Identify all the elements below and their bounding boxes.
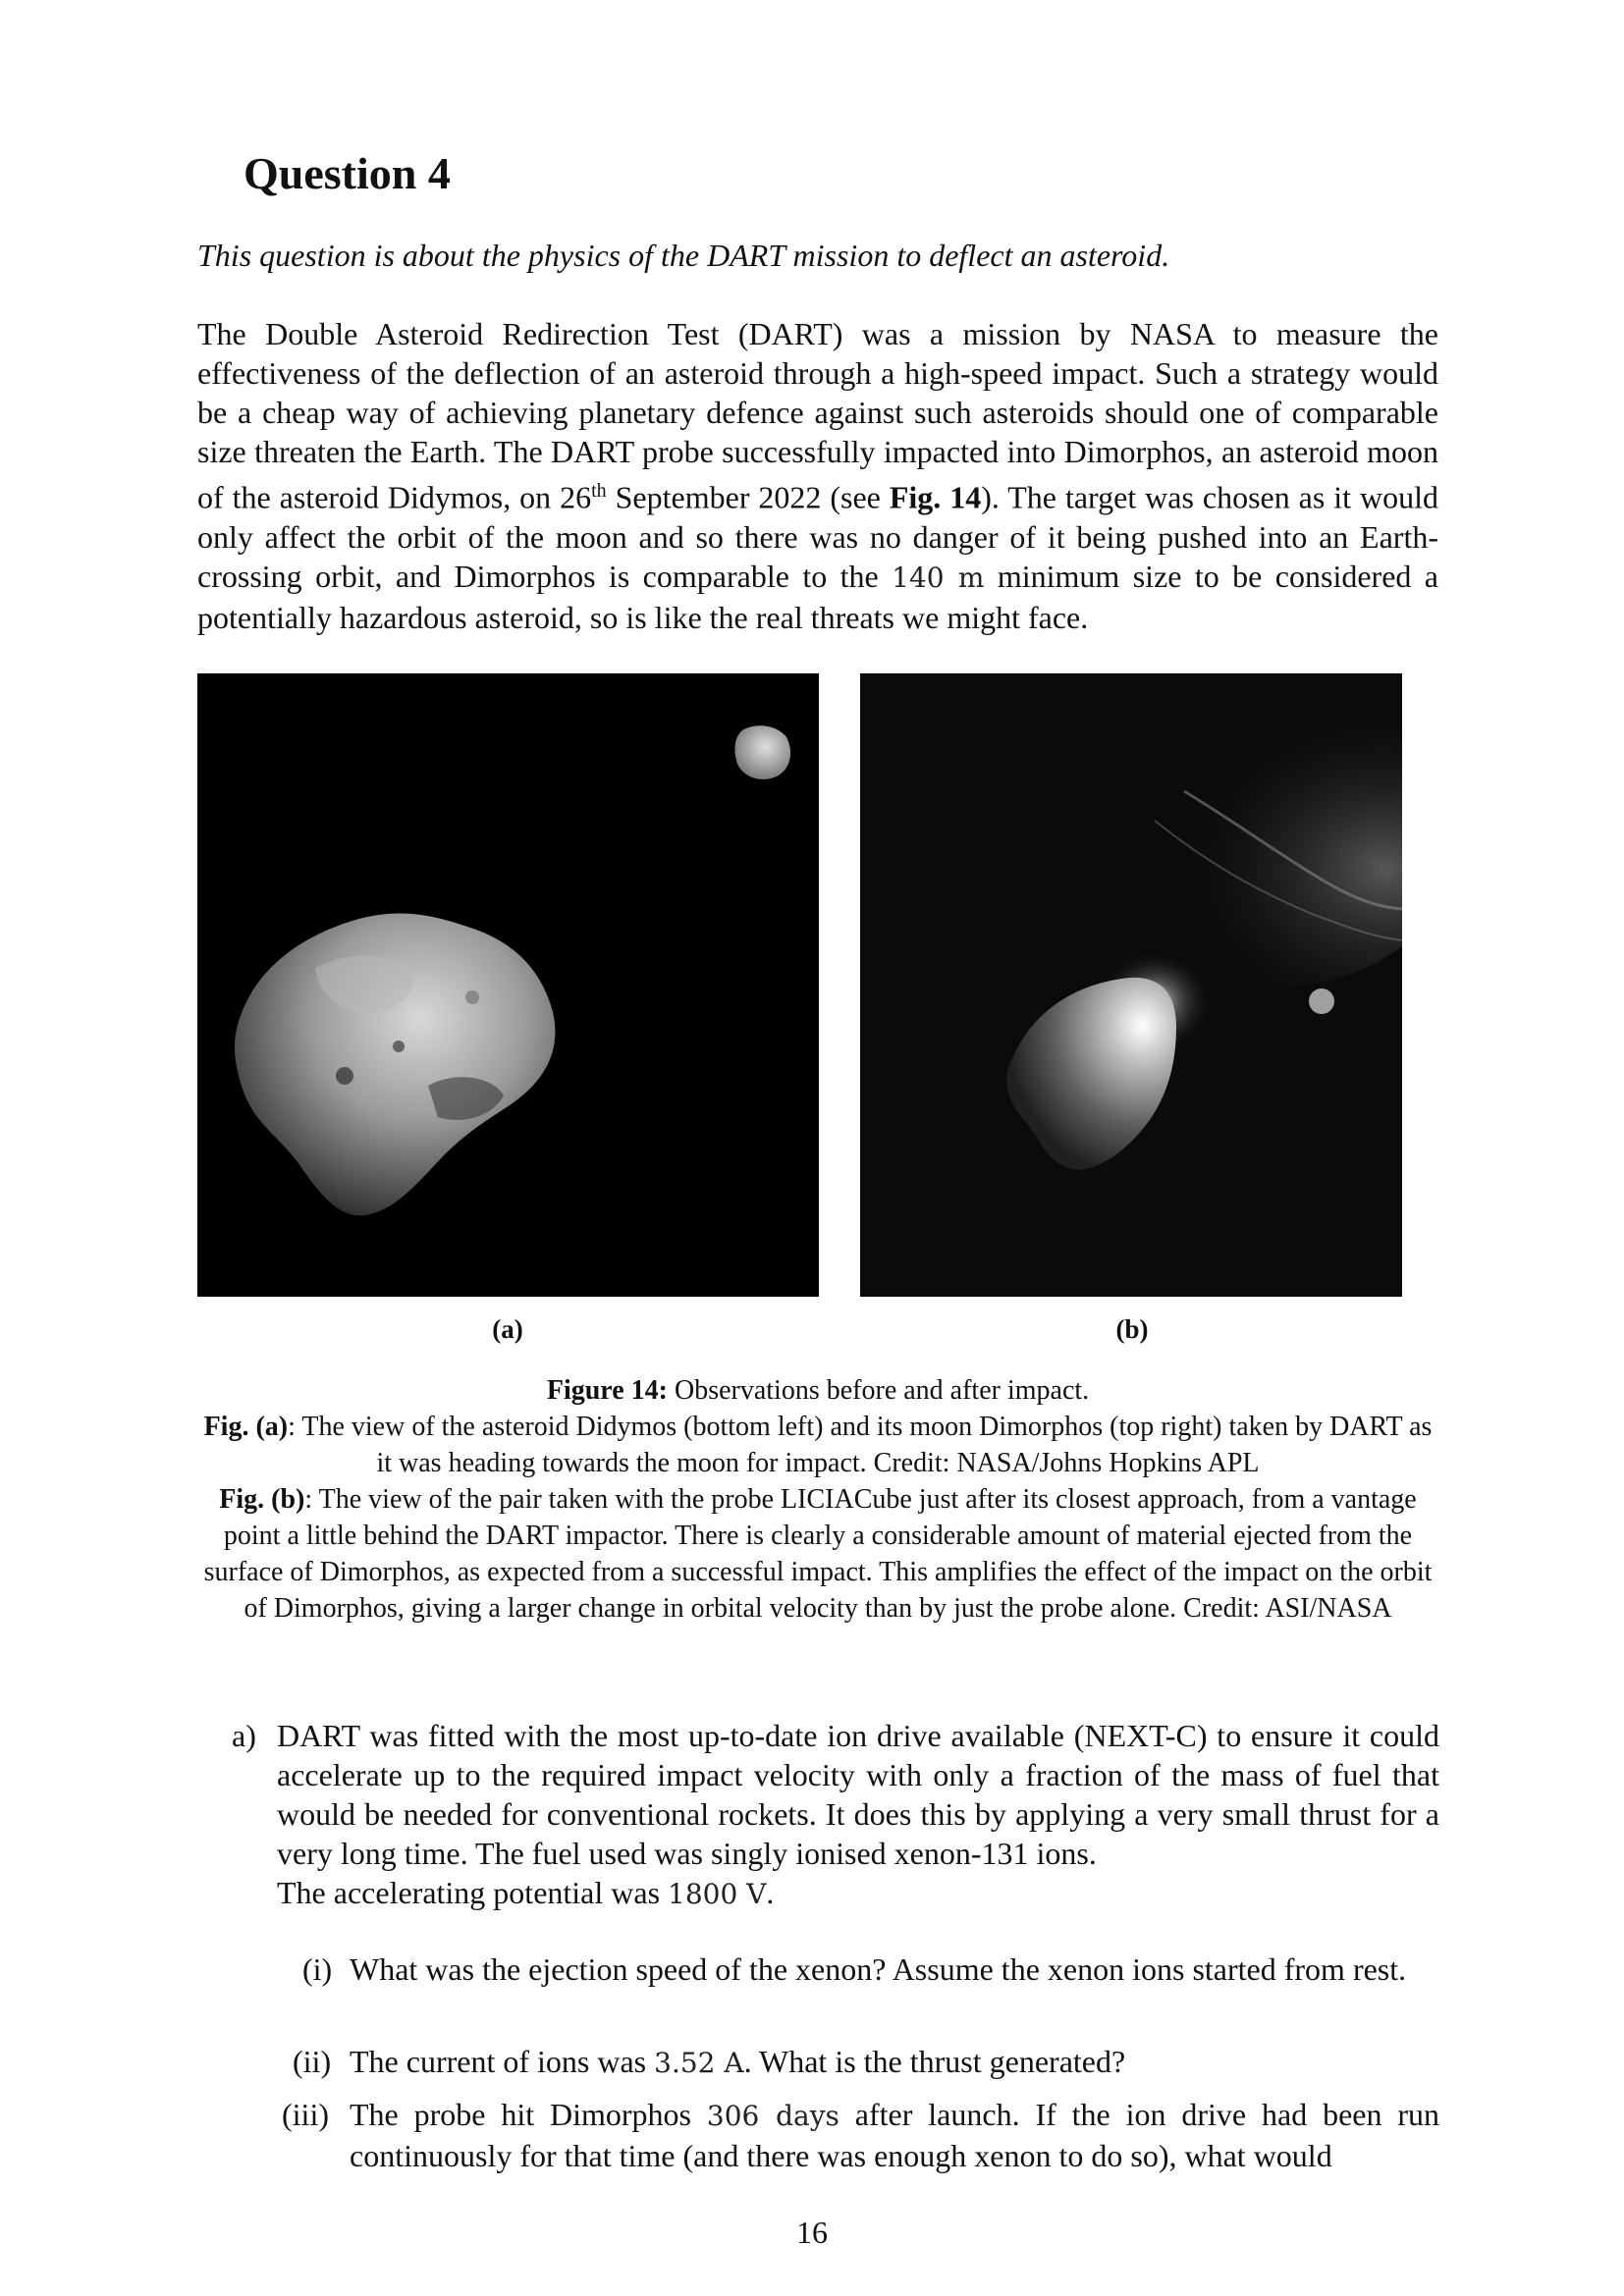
caption-a-text: : The view of the asteroid Didymos (bottom left) and its moon Dimorphos (top right) taken by DART as it was heading towards the moon for impact. Credit: NASA/Johns Hopkins APL <box>288 1412 1433 1478</box>
para-text-2: September 2022 (see <box>606 479 890 515</box>
sub-question-ii-body <box>350 2042 1439 2083</box>
sub-question-i-label: (i) <box>302 1951 333 1987</box>
sub-question-ii <box>279 2042 1439 2083</box>
background-paragraph <box>197 314 1438 637</box>
sub-question-iii-text-2: after launch. If the ion drive had been run continuously for that time (and there was enough xenon to do so), what would <box>350 2097 1440 2173</box>
page-number: 16 <box>796 2215 828 2250</box>
figure-panel-a-image <box>197 673 819 1297</box>
part-a-label: a) <box>232 1718 256 1753</box>
part-a-potential-line <box>277 1873 1439 1914</box>
figure-panel-b-image <box>860 673 1402 1297</box>
para-text-3: ). The target was chosen as it would only affect the orbit of the moon and so there was no danger of it being pushed into an Earth-crossing orbit, and Dimorphos is comparable to the <box>197 479 1439 594</box>
sub-question-ii-label: (ii) <box>293 2044 332 2079</box>
figure-reference: Fig. 14 <box>889 479 982 515</box>
sub-question-iii-label: (iii) <box>282 2097 329 2132</box>
caption-title: Figure 14: <box>546 1375 668 1406</box>
sub-question-ii-text-2: . What is the thrust generated? <box>743 2044 1126 2079</box>
voltage-value: 1800 V <box>668 1878 767 1910</box>
size-value: 140 m <box>892 561 985 594</box>
question-heading: Question 4 <box>244 148 451 198</box>
sub-question-i <box>279 1949 1439 1989</box>
sub-question-iii-body <box>350 2095 1439 2175</box>
sub-question-ii-text-1: The current of ions was <box>350 2044 655 2079</box>
caption-a <box>196 1409 1439 1481</box>
figure-label-b: (b) <box>1115 1314 1149 1344</box>
caption-b-text: : The view of the pair taken with the probe LICIACube just after its closest approach, from a vantage point a little behind the DART impactor. There is clearly a considerable amount of material ejected from the surface of Dimorphos, as expected from a successful impact. This amplifies the effect of the impact on the orbit of Dimorphos, giving a larger change in orbital velocity than by just the probe alone. Credit: ASI/NASA <box>203 1484 1433 1624</box>
para-text-1: The Double Asteroid Redirection Test (DART) was a mission by NASA to measure the effectiveness of the deflection of an asteroid through a high-speed impact. Such a strategy would be a cheap way of achieving planetary defence against such asteroids should one of comparable size threaten the Earth. The DART probe successfully impacted into Dimorphos, an asteroid moon of the asteroid Didymos, on 26 <box>197 316 1438 515</box>
asteroid-didymos-dimorphos-image <box>197 673 819 1297</box>
current-value: 3.52 A <box>654 2047 744 2079</box>
sub-question-i-text: What was the ejection speed of the xenon? Assume the xenon ions started from rest. <box>350 1951 1407 1987</box>
para-text-4: minimum size to be considered a potentially hazardous asteroid, so is like the real threats we might face. <box>197 558 1439 635</box>
days-value: 306 days <box>706 2100 839 2132</box>
figure-caption <box>196 1372 1439 1627</box>
ordinal-suffix: th <box>591 480 607 502</box>
caption-b <box>196 1481 1439 1627</box>
part-a-text: DART was fitted with the most up-to-date ion drive available (NEXT-C) to ensure it could accelerate up to the required impact velocity with only a fraction of the mass of fuel that would be needed for conventional rockets. It does this by applying a very small thrust for a very long time. The fuel used was singly ionised xenon-131 ions. <box>277 1718 1439 1871</box>
sub-question-iii-text-1: The probe hit Dimorphos <box>350 2097 707 2132</box>
part-a-text-2: The accelerating potential was <box>277 1875 669 1910</box>
figure-label-a: (a) <box>492 1314 523 1344</box>
part-a-body <box>277 1716 1439 1914</box>
part-a-text-3: . <box>766 1875 775 1910</box>
caption-title-line <box>196 1372 1439 1409</box>
caption-b-ref: Fig. (b) <box>219 1484 305 1515</box>
part-a <box>232 1716 1439 1914</box>
caption-title-text: Observations before and after impact. <box>667 1375 1090 1406</box>
post-impact-ejecta-image <box>860 673 1402 1297</box>
question-intro: This question is about the physics of the DART mission to deflect an asteroid. <box>197 238 1170 273</box>
caption-a-ref: Fig. (a) <box>203 1412 289 1442</box>
sub-question-iii <box>279 2095 1439 2175</box>
